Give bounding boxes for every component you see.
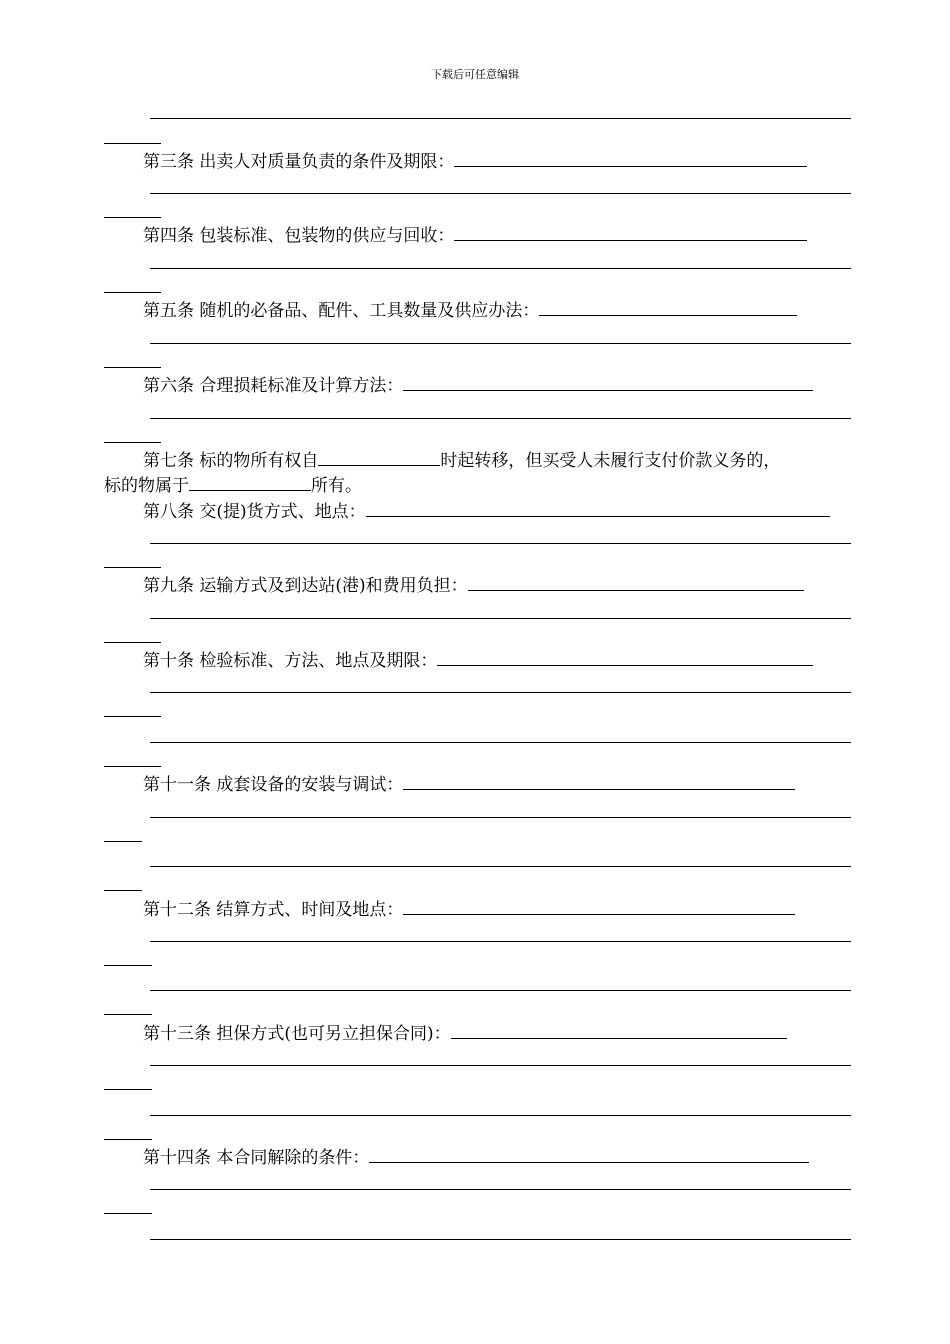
clause-4 xyxy=(143,224,807,247)
fill-line[interactable] xyxy=(150,343,851,344)
clause-7-label-a: 第七条 标的物所有权自 xyxy=(143,451,319,471)
fill-line[interactable] xyxy=(150,817,851,818)
fill-line[interactable] xyxy=(150,1189,851,1190)
fill-line[interactable] xyxy=(150,1115,851,1116)
clause-14-label: 第十四条 本合同解除的条件： xyxy=(143,1148,370,1168)
fill-line-short[interactable] xyxy=(104,567,161,568)
fill-line[interactable] xyxy=(150,268,851,269)
fill-line[interactable] xyxy=(150,742,851,743)
clause-7-label-c: 标的物属于 xyxy=(104,476,189,496)
clause-9-blank[interactable] xyxy=(468,574,804,591)
clause-12-blank[interactable] xyxy=(403,898,795,915)
clause-3-label: 第三条 出卖人对质量负责的条件及期限： xyxy=(143,152,455,172)
clause-11-label: 第十一条 成套设备的安装与调试： xyxy=(143,775,404,795)
clause-7-blank-owner[interactable] xyxy=(189,474,311,491)
clause-3 xyxy=(143,150,807,173)
clause-6 xyxy=(143,374,813,397)
clause-6-label: 第六条 合理损耗标准及计算方法： xyxy=(143,376,404,396)
clause-10-label: 第十条 检验标准、方法、地点及期限： xyxy=(143,651,438,671)
fill-line[interactable] xyxy=(150,941,851,942)
fill-line[interactable] xyxy=(150,1239,851,1240)
clause-4-label: 第四条 包装标准、包装物的供应与回收： xyxy=(143,226,455,246)
clause-5-label: 第五条 随机的必备品、配件、工具数量及供应办法： xyxy=(143,301,540,321)
fill-line[interactable] xyxy=(150,193,851,194)
clause-6-blank[interactable] xyxy=(403,374,813,391)
fill-line[interactable] xyxy=(150,618,851,619)
page-header: 下载后可任意编辑 xyxy=(431,68,519,81)
clause-13 xyxy=(143,1022,787,1045)
fill-line-short[interactable] xyxy=(104,442,161,443)
clause-9 xyxy=(143,574,804,597)
clause-10 xyxy=(143,649,813,672)
fill-line[interactable] xyxy=(150,543,851,544)
clause-7-line-2 xyxy=(104,474,362,497)
fill-line-short[interactable] xyxy=(104,841,142,842)
clause-14-blank[interactable] xyxy=(369,1146,809,1163)
clause-3-blank[interactable] xyxy=(454,150,807,167)
clause-8-blank[interactable] xyxy=(366,500,830,517)
clause-8 xyxy=(143,500,830,523)
clause-7 xyxy=(143,449,780,472)
fill-line-short[interactable] xyxy=(104,217,161,218)
clause-12 xyxy=(143,898,795,921)
fill-line[interactable] xyxy=(150,866,851,867)
clause-4-blank[interactable] xyxy=(454,224,807,241)
fill-line-short[interactable] xyxy=(104,890,142,891)
clause-9-label: 第九条 运输方式及到达站(港)和费用负担： xyxy=(143,576,468,596)
fill-line-short[interactable] xyxy=(104,292,161,293)
fill-line-short[interactable] xyxy=(104,1139,152,1140)
fill-line-short[interactable] xyxy=(104,965,152,966)
clause-7-blank-date[interactable] xyxy=(318,449,440,466)
clause-8-label: 第八条 交(提)货方式、地点： xyxy=(143,502,366,522)
clause-11 xyxy=(143,773,795,796)
fill-line[interactable] xyxy=(150,118,851,119)
clause-5 xyxy=(143,299,797,322)
clause-13-label: 第十三条 担保方式(也可另立担保合同)： xyxy=(143,1024,451,1044)
fill-line-short[interactable] xyxy=(104,367,161,368)
fill-line-short[interactable] xyxy=(104,716,161,717)
clause-12-label: 第十二条 结算方式、时间及地点： xyxy=(143,900,404,920)
clause-5-blank[interactable] xyxy=(539,299,797,316)
fill-line-short[interactable] xyxy=(104,642,161,643)
clause-13-blank[interactable] xyxy=(451,1022,787,1039)
fill-line-short[interactable] xyxy=(104,1014,152,1015)
fill-line[interactable] xyxy=(150,418,851,419)
clause-7-label-d: 所有。 xyxy=(311,476,362,496)
fill-line-short[interactable] xyxy=(104,766,161,767)
fill-line[interactable] xyxy=(150,990,851,991)
clause-11-blank[interactable] xyxy=(403,773,795,790)
fill-line[interactable] xyxy=(150,692,851,693)
fill-line[interactable] xyxy=(150,1065,851,1066)
clause-7-label-b: 时起转移，但买受人未履行支付价款义务的， xyxy=(440,451,781,471)
fill-line-short[interactable] xyxy=(104,1089,152,1090)
clause-14 xyxy=(143,1146,809,1169)
clause-10-blank[interactable] xyxy=(437,649,813,666)
fill-line-short[interactable] xyxy=(104,1213,152,1214)
fill-line-short[interactable] xyxy=(104,143,161,144)
